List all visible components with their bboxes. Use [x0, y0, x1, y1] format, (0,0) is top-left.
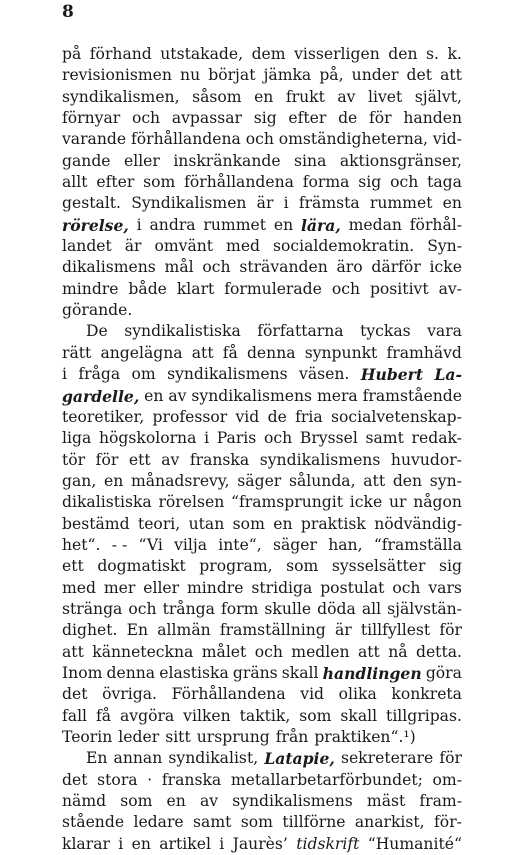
emphasized-word: Latapie, — [264, 749, 335, 769]
text-line — [62, 172, 462, 193]
word: är — [334, 621, 352, 640]
word: - - — [111, 535, 128, 554]
word: görande. — [62, 301, 133, 320]
word: syndikalismens — [232, 792, 353, 811]
text-line — [62, 492, 462, 513]
word: fråga — [78, 365, 121, 384]
word: franska — [161, 770, 222, 789]
word: syndikalistiska — [124, 322, 241, 341]
word: landet — [62, 237, 112, 256]
word: tillförne — [282, 813, 346, 832]
word: denna — [106, 663, 156, 682]
word: de — [267, 407, 287, 426]
text-line — [62, 556, 462, 577]
word: övriga. — [102, 685, 157, 704]
word: inskränkande — [173, 151, 281, 170]
word: i — [283, 194, 289, 213]
word: en — [103, 471, 124, 490]
word: omständigheterna, — [278, 130, 429, 149]
word: “framställa — [373, 535, 462, 554]
word: elastiska — [159, 663, 229, 682]
word: vars — [428, 578, 462, 597]
word: självstän- — [387, 599, 462, 618]
word: i — [204, 429, 210, 448]
word: och — [128, 599, 157, 618]
text-line — [62, 471, 462, 492]
word: väsen. — [299, 365, 350, 384]
word: utan — [188, 514, 225, 533]
word: mer — [103, 578, 136, 597]
word: visserligen — [294, 45, 380, 63]
word: gräns — [232, 663, 278, 682]
text-line — [62, 343, 462, 364]
page-number: 8 — [62, 2, 74, 22]
text-line — [62, 770, 462, 791]
word: säger — [237, 471, 282, 490]
text-line — [62, 684, 462, 705]
word: artikel — [159, 834, 211, 853]
word: nu — [180, 66, 201, 85]
word: frukt — [285, 87, 325, 106]
word: taga — [427, 173, 462, 192]
word: rätt — [62, 343, 92, 362]
word: äro — [336, 258, 363, 277]
word: i — [118, 834, 124, 853]
word: de — [338, 109, 358, 128]
word: förhand — [89, 45, 152, 63]
word: franska — [189, 450, 250, 469]
word: för — [369, 109, 392, 128]
word: dem — [251, 45, 286, 63]
word: sålunda, — [288, 471, 356, 490]
word: från — [275, 728, 309, 746]
word: klart — [176, 279, 215, 298]
word: stridiga — [251, 578, 313, 597]
word: för — [439, 621, 462, 640]
word: det — [62, 685, 88, 704]
word: sig — [253, 109, 277, 128]
text-line — [62, 535, 462, 556]
word: mäst — [366, 792, 406, 811]
word: het“. — [62, 535, 101, 554]
text-line — [62, 812, 462, 833]
text-line — [62, 514, 462, 535]
word: gan, — [62, 471, 97, 490]
word: säger — [273, 535, 317, 554]
word: tör — [62, 450, 86, 469]
word: syndikalismens — [259, 450, 381, 469]
emphasized-word: Hubert — [360, 365, 424, 385]
word: med — [226, 237, 261, 256]
word: sysselsätter — [331, 557, 426, 576]
word: ett — [62, 557, 84, 576]
word: Teorin — [62, 728, 113, 746]
word: och — [390, 173, 419, 192]
word: av — [161, 450, 180, 469]
word: handen — [403, 109, 462, 128]
word: livet — [368, 87, 403, 106]
word: Inom — [62, 663, 103, 682]
word: därför — [371, 258, 421, 277]
word: vilken — [183, 706, 231, 725]
word: andra — [149, 215, 196, 234]
word: förhål- — [409, 215, 462, 234]
word: avgöra — [120, 706, 175, 725]
text-line — [62, 642, 462, 663]
word: medan — [348, 215, 402, 234]
word: framhävd — [386, 343, 462, 362]
word: om- — [432, 770, 462, 789]
word: syndikalismen, — [62, 87, 180, 106]
word: av- — [438, 279, 462, 298]
word: angelägna — [100, 343, 183, 362]
word: formulerade — [224, 279, 322, 298]
text-line — [62, 364, 462, 385]
word: skall — [281, 663, 319, 682]
emphasized-word: rörelse, — [62, 215, 129, 235]
word: både — [128, 279, 167, 298]
text-line — [62, 44, 462, 65]
word: dikalismens — [62, 258, 156, 277]
text-line — [62, 108, 462, 129]
word: utstakade, — [160, 45, 244, 63]
word: målet — [201, 642, 247, 661]
word: han, — [328, 535, 363, 554]
word: att — [440, 66, 462, 85]
word: framställning — [219, 621, 326, 640]
word: all — [361, 599, 382, 618]
word: självt, — [414, 87, 462, 106]
word: att — [357, 642, 380, 661]
word: en — [166, 792, 186, 811]
word: postulat — [320, 578, 385, 597]
word: en — [273, 514, 293, 533]
word: tyckas — [360, 322, 411, 341]
word: för — [95, 450, 119, 469]
word: en — [144, 386, 164, 405]
word: sig — [438, 557, 462, 576]
word: gestalt. — [62, 194, 121, 213]
word: stränga — [62, 599, 123, 618]
emphasized-word: handlingen — [322, 663, 422, 683]
word: högskolorna — [98, 429, 197, 448]
word: forma — [302, 173, 350, 192]
word: teoretiker, — [62, 407, 145, 426]
word: och — [202, 258, 231, 277]
word: efter — [288, 109, 327, 128]
word: mindre — [187, 578, 244, 597]
text-line — [62, 151, 462, 172]
word: under — [351, 66, 399, 85]
word: fall — [62, 706, 88, 725]
word: trånga — [162, 599, 215, 618]
word: bestämd — [62, 514, 130, 533]
word: om — [131, 365, 156, 384]
text-line — [62, 834, 462, 855]
word: stora — [97, 770, 138, 789]
word: En — [86, 749, 108, 768]
word: och — [331, 279, 360, 298]
word: en — [131, 834, 151, 853]
word: denna — [246, 343, 296, 362]
word: anarkist, — [354, 813, 425, 832]
word: och — [254, 642, 283, 661]
emphasized-word: lära, — [300, 215, 341, 235]
word: Syndikalismen — [131, 194, 247, 213]
word: form — [220, 599, 259, 618]
word: Jaurès’ — [232, 834, 288, 853]
text-line — [62, 428, 462, 449]
word: som — [232, 514, 265, 533]
word: aktionsgränser, — [339, 151, 462, 170]
word: Paris — [216, 429, 257, 448]
text-line — [62, 620, 462, 641]
word: tillfyllest — [360, 621, 431, 640]
word: främsta — [298, 194, 360, 213]
word: Syn- — [427, 237, 462, 256]
text-line — [62, 599, 462, 620]
word: huvudor- — [390, 450, 462, 469]
word: olika — [338, 685, 377, 704]
word: ursprung — [196, 728, 270, 746]
word: av — [337, 87, 356, 106]
word: tillgripas. — [386, 706, 462, 725]
word: positivt — [369, 279, 429, 298]
word: syndikalismens — [191, 386, 313, 405]
word: allmän — [157, 621, 211, 640]
word: någon — [413, 493, 462, 512]
word: ledare — [133, 813, 184, 832]
word: i — [219, 834, 225, 853]
word: sig — [358, 173, 382, 192]
word: förnyar — [62, 109, 121, 128]
word: det — [62, 770, 88, 789]
word: att — [191, 343, 214, 362]
word: annan — [113, 749, 163, 768]
word: förhållandena — [184, 173, 294, 192]
word: sina — [294, 151, 327, 170]
word: skall — [340, 706, 378, 725]
word: socialvetenskap- — [330, 407, 462, 426]
word: revisionismen — [62, 66, 172, 85]
text-line — [62, 236, 462, 257]
word: allt — [62, 173, 88, 192]
word: är — [124, 237, 142, 256]
word: medlen — [291, 642, 350, 661]
word: icke — [349, 493, 383, 512]
word: det — [406, 66, 433, 85]
word: vilja — [174, 535, 208, 554]
word: program, — [199, 557, 273, 576]
word: fram- — [419, 792, 462, 811]
word: av — [199, 792, 219, 811]
text-line — [62, 279, 462, 300]
word: göra — [425, 663, 462, 682]
word: gande — [62, 151, 111, 170]
word: samt — [365, 429, 404, 448]
word: · — [147, 770, 153, 789]
word: synpunkt — [304, 343, 378, 362]
word: nödvändig- — [374, 514, 462, 533]
text-line — [62, 578, 462, 599]
word: av — [168, 386, 187, 405]
text-line — [62, 257, 462, 278]
word: få — [222, 343, 238, 362]
word: varande — [62, 130, 127, 149]
word: “Humanité“ — [367, 834, 462, 853]
word: omvänt — [154, 237, 214, 256]
text-line — [62, 450, 462, 471]
word: rummet — [203, 215, 266, 234]
word: döda — [317, 599, 356, 618]
word: rummet — [369, 194, 433, 213]
word: syn- — [429, 471, 462, 490]
word: en — [273, 215, 294, 234]
word: som — [143, 173, 176, 192]
word: med — [62, 578, 96, 597]
word: konkreta — [391, 685, 462, 704]
word: fria — [295, 407, 323, 426]
word: i — [136, 215, 142, 234]
word: mål — [164, 258, 194, 277]
word: detta. — [415, 642, 462, 661]
word: är — [256, 194, 274, 213]
text-line — [62, 65, 462, 86]
text-line — [62, 215, 462, 236]
text-line — [62, 706, 462, 727]
word: syndikalismens — [167, 365, 288, 384]
word: och — [245, 130, 274, 149]
word: vid — [300, 685, 325, 704]
word: som — [286, 557, 319, 576]
word: vara — [427, 322, 462, 341]
word: nå — [388, 642, 408, 661]
word: metallarbetarförbundet; — [230, 770, 423, 789]
word: socialdemokratin. — [272, 237, 415, 256]
word: Bryssel — [299, 429, 358, 448]
word: månadsrevy, — [130, 471, 230, 490]
text-line — [62, 300, 462, 321]
word: för- — [434, 813, 462, 832]
word: redak- — [411, 429, 462, 448]
word: dogmatiskt — [97, 557, 186, 576]
emphasized-word: tidskrift — [296, 834, 360, 853]
word: sitt — [165, 728, 191, 746]
word: samt — [193, 813, 232, 832]
word: s. — [426, 45, 440, 63]
word: icke — [429, 258, 462, 277]
word: dighet. — [62, 621, 118, 640]
word: börjat — [208, 66, 256, 85]
text-line — [62, 748, 462, 769]
word: taktik, — [239, 706, 291, 725]
text-line — [62, 407, 462, 428]
word: en — [442, 194, 462, 213]
word: rörelsen — [158, 493, 225, 512]
word: den — [392, 471, 423, 490]
word: få — [95, 706, 112, 725]
word: Förhållandena — [171, 685, 286, 704]
word: sekreterare — [340, 749, 434, 768]
word: efter — [96, 173, 135, 192]
word: på, — [319, 66, 344, 85]
word: vid — [235, 407, 260, 426]
word: att — [62, 642, 84, 661]
word: som — [299, 706, 332, 725]
word: mindre — [62, 279, 119, 298]
emphasized-word: gardelle, — [62, 386, 140, 406]
word: en — [254, 87, 274, 106]
word: skulle — [264, 599, 312, 618]
word: klarar — [62, 834, 110, 853]
word: och — [264, 429, 293, 448]
text-line — [62, 129, 462, 150]
word: avpassar — [171, 109, 242, 128]
word: praktisk — [300, 514, 366, 533]
word: känneteckna — [92, 642, 194, 661]
word: för — [439, 749, 462, 768]
word: författarna — [257, 322, 344, 341]
word: De — [86, 322, 108, 341]
word: strävanden — [239, 258, 328, 277]
word: den — [388, 45, 418, 63]
word: En — [126, 621, 149, 640]
word: syndikalist, — [168, 749, 259, 768]
word: att — [363, 471, 386, 490]
word: eller — [143, 578, 180, 597]
word: praktiken“.¹) — [314, 728, 416, 746]
text-line — [62, 791, 462, 812]
word: som — [120, 792, 153, 811]
word: framstående — [362, 386, 462, 405]
text-line — [62, 87, 462, 108]
word: mera — [316, 386, 358, 405]
word: liga — [62, 429, 92, 448]
word: leder — [118, 728, 160, 746]
word: “Vi — [138, 535, 163, 554]
word: jämka — [263, 66, 312, 85]
word: och — [392, 578, 421, 597]
text-line — [62, 727, 462, 748]
text-line — [62, 321, 462, 342]
emphasized-word: La- — [434, 365, 462, 385]
text-line — [62, 386, 462, 407]
word: som — [240, 813, 273, 832]
word: vid- — [432, 130, 462, 149]
word: och — [131, 109, 161, 128]
word: ett — [128, 450, 151, 469]
text-line — [62, 193, 462, 214]
word: teori, — [137, 514, 181, 533]
word: såsom — [192, 87, 242, 106]
body-text — [62, 44, 462, 855]
word: stående — [62, 813, 125, 832]
word: inte“, — [218, 535, 262, 554]
word: professor — [152, 407, 228, 426]
word: k. — [447, 45, 462, 63]
word: dikalistiska — [62, 493, 152, 512]
word: i — [62, 365, 67, 384]
word: “framsprungit — [231, 493, 344, 512]
text-line — [62, 663, 462, 684]
word: på — [62, 45, 82, 63]
word: ur — [388, 493, 407, 512]
word: eller — [123, 151, 160, 170]
word: förhållandena — [131, 130, 241, 149]
word: nämd — [62, 792, 107, 811]
